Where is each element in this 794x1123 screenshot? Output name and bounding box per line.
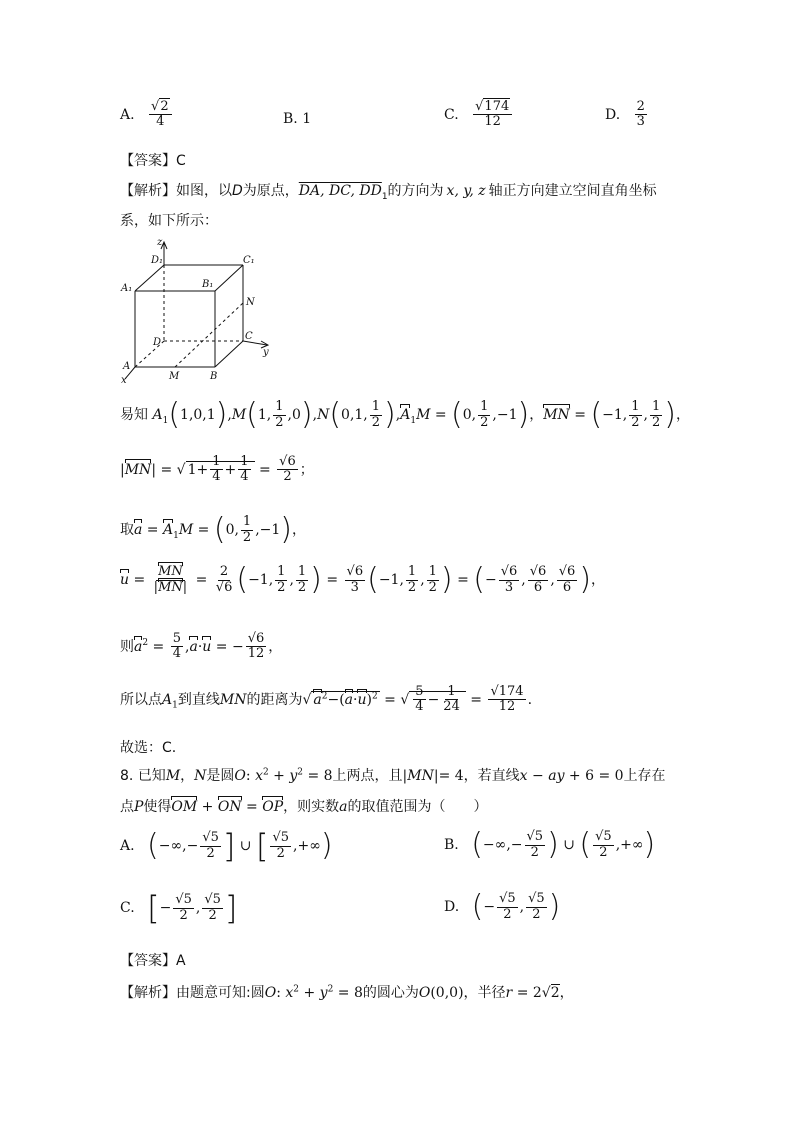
q8-option-a: A. (−∞,− $\frac{√5}{2}$ ] ∪ [ $\frac{√5}{2}$ ,+∞) xyxy=(120,827,333,865)
edge-a1-d1 xyxy=(135,265,164,291)
q8-option-c: C. [− $\frac{√5}{2}$ , $\frac{√5}{2}$ ] xyxy=(120,889,238,927)
q7-option-a: A. $\frac{√2}{4}$ xyxy=(120,100,174,130)
q7-option-d: D. $\frac{2}{3}$ xyxy=(605,99,645,130)
q8-option-b: B. (−∞,− $\frac{√5}{2}$ ) ∪ ( $\frac{√5}{2}$ ,+∞) xyxy=(444,827,656,862)
distance-line: 所以点$A_1$到直线MN的距离为√ $a^2-(a\cdot u)^2$ = √ $\frac{5}{4}$ − $\frac{1}{24}$ = $\frac{√174}{12}$ . xyxy=(120,684,533,715)
label-a: A xyxy=(123,361,131,372)
label-y: y xyxy=(263,347,269,358)
label-m: M xyxy=(169,371,180,382)
q8-option-d: D. (− $\frac{√5}{2}$ , $\frac{√5}{2}$ ) xyxy=(444,889,561,924)
label-a1: A₁ xyxy=(121,283,133,294)
cube-figure xyxy=(115,235,285,385)
q7-option-b: B. 1 xyxy=(283,111,312,127)
q8-stem-line2: 点P使得OM + ON = OP，则实数a的取值范围为（ ） xyxy=(120,799,488,815)
q7-option-c: C. $\frac{√174}{12}$ xyxy=(444,100,514,130)
label-d1: D₁ xyxy=(151,255,164,266)
label-c1: C₁ xyxy=(243,255,255,266)
then-line: 则$a^2$ = $\frac{5}{4}$ ,a·u = − $\frac{√6}{12}$ ， xyxy=(120,631,283,662)
unit-vector-line: u = $\frac{MN}{|MN|}$ = $\frac{2}{√6}$ (−1, $\frac{1}{2}$ , $\frac{1}{2}$ ) = $\frac{√6}{3}$ (−1, $\frac{1}{2}$ , $\frac{1}{2}$ ) = (− $\frac{√6}{3}$ , $\frac{√6}{6}$ , $\frac{√6}{6}$ )， xyxy=(120,562,606,597)
label-c: C xyxy=(245,331,253,342)
q7-option-c-fraction: $\frac{√174}{12}$ xyxy=(473,100,512,130)
coordinates-line: 易知 $A_1(1,0,1),M(1$, $\frac{1}{2}$ ,0),N(0,1, $\frac{1}{2}$ )$,A_1M = (0$, $\frac{1}{2}$ ,−1)，MN = (−1, $\frac{1}{2}$ , $\frac{1}{2}$ )， xyxy=(120,397,690,432)
label-z: z xyxy=(157,237,163,248)
q8-answer: 【答案】A xyxy=(120,953,186,969)
q7-conclusion: 故选：C. xyxy=(120,740,177,756)
q7-option-a-fraction: $\frac{√2}{4}$ xyxy=(149,100,172,130)
q7-answer: 【答案】C xyxy=(120,153,186,169)
label-d: D xyxy=(153,337,162,348)
mn-norm-line: |MN| = √ 1+ $\frac{1}{4}$ + $\frac{1}{4}$ = $\frac{√6}{2}$ ； xyxy=(120,454,314,485)
label-x: x xyxy=(121,375,127,385)
label-b1: B₁ xyxy=(202,279,214,290)
q8-stem-line1: 8. 已知M，N是圆O: $x^2 + y^2 = 8$上两点，且|MN|= 4，若直线x − ay + 6 = 0上存在 xyxy=(120,767,666,784)
take-a-line: 取$a = A_1M = (0$, $\frac{1}{2}$ ,−1)， xyxy=(120,512,307,547)
edge-b1-c1 xyxy=(215,265,243,291)
segment-m-n xyxy=(175,303,243,367)
label-n: N xyxy=(246,297,255,308)
label-b: B xyxy=(210,371,218,382)
edge-b-c xyxy=(215,341,243,367)
q8-analysis: 【解析】由题意可知:圆O: $x^2 + y^2 = 8$的圆心为O(0,0)，半径r = 2√2， xyxy=(120,984,574,1001)
q7-analysis-line2: 系，如下所示： xyxy=(120,213,218,229)
q7-analysis-line1: 【解析】如图，以D为原点，DA, DC, $DD_1$的方向为 x, y, z 轴正方向建立空间直角坐标 xyxy=(120,183,657,202)
